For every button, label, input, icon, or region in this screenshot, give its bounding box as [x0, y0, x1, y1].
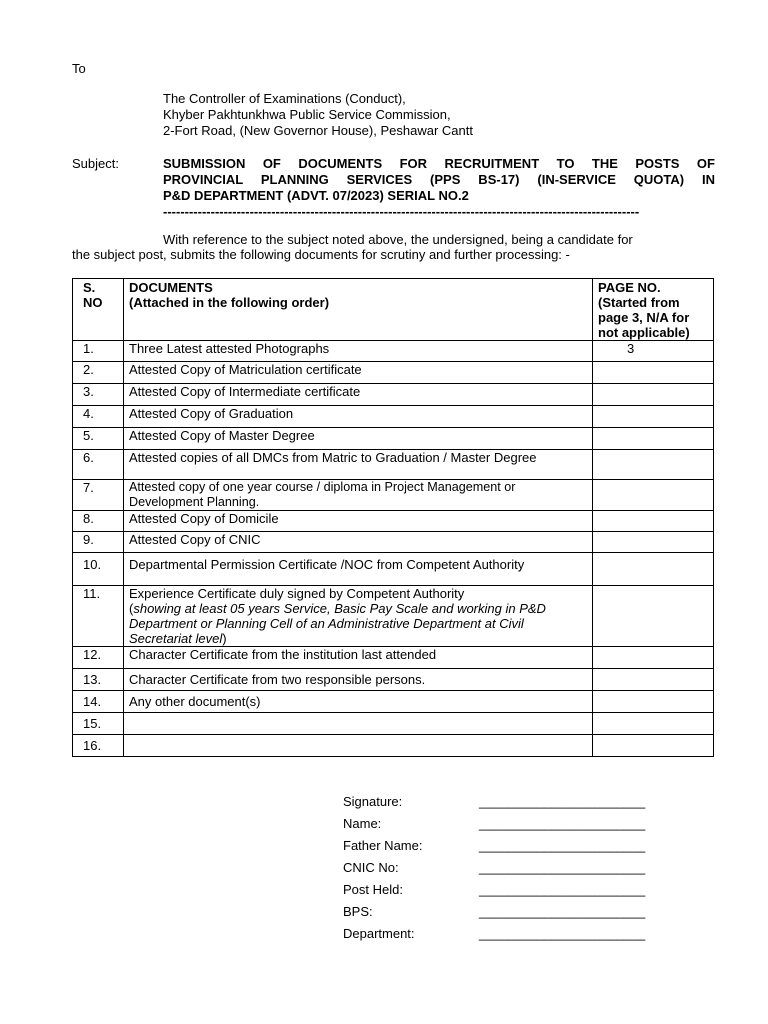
row-document: Attested Copy of Graduation [124, 406, 593, 428]
table-row [73, 735, 714, 757]
addressee-block [163, 91, 473, 139]
bps-row [343, 904, 673, 926]
row-document: Departmental Permission Certificate /NOC from Competent Authority [124, 553, 593, 586]
bps-label: BPS: [343, 904, 373, 919]
header-documents-title: DOCUMENTS [129, 280, 213, 295]
row-number: 12. [73, 647, 124, 669]
signature-blank[interactable]: _______________________ [479, 794, 646, 809]
post-held-label: Post Held: [343, 882, 403, 897]
row-document: Character Certificate from two responsible persons. [124, 669, 593, 691]
row-document [124, 713, 593, 735]
row-page [593, 406, 714, 428]
name-blank[interactable]: _______________________ [479, 816, 646, 831]
subject-block [163, 156, 715, 220]
father-name-row [343, 838, 673, 860]
table-row [73, 450, 714, 480]
row-number: 4. [73, 406, 124, 428]
row-page [593, 553, 714, 586]
row-number: 16. [73, 735, 124, 757]
row-number: 9. [73, 532, 124, 553]
row-page [593, 669, 714, 691]
row-document: Attested Copy of Intermediate certificate [124, 384, 593, 406]
note-close-paren: ) [222, 631, 227, 646]
row-page [593, 480, 714, 511]
department-row [343, 926, 673, 948]
post-held-row [343, 882, 673, 904]
subject-line: PROVINCIAL PLANNING SERVICES (PPS BS-17) (IN-SERVICE QUOTA) IN [163, 172, 715, 187]
header-sno: S. NO [73, 279, 124, 341]
row-number: 13. [73, 669, 124, 691]
signature-label: Signature: [343, 794, 403, 809]
table-row [73, 669, 714, 691]
table-row [73, 480, 714, 511]
department-label: Department: [343, 926, 415, 941]
row-page [593, 735, 714, 757]
addressee-line: 2-Fort Road, (New Governor House), Peshawar Cantt [163, 123, 473, 138]
row-page [593, 384, 714, 406]
table-row [73, 532, 714, 553]
table-row [73, 384, 714, 406]
subject-line: P&D DEPARTMENT (ADVT. 07/2023) SERIAL NO.2 [163, 188, 469, 203]
documents-table [72, 278, 714, 757]
to-label: To [72, 61, 86, 76]
bps-blank[interactable]: _______________________ [479, 904, 646, 919]
table-row [73, 691, 714, 713]
cnic-label: CNIC No: [343, 860, 399, 875]
row-document: Any other document(s) [124, 691, 593, 713]
cnic-row [343, 860, 673, 882]
row-page [593, 647, 714, 669]
table-row [73, 713, 714, 735]
signature-row [343, 794, 673, 816]
intro-line: With reference to the subject noted above, the undersigned, being a candidate for [163, 232, 633, 247]
subject-line: SUBMISSION OF DOCUMENTS FOR RECRUITMENT TO THE POSTS OF [163, 156, 715, 171]
table-row [73, 553, 714, 586]
table-row [73, 406, 714, 428]
row-document: Attested copies of all DMCs from Matric to Graduation / Master Degree [124, 450, 593, 480]
header-documents [124, 279, 593, 341]
row-number: 3. [73, 384, 124, 406]
row-document: Character Certificate from the institution last attended [124, 647, 593, 669]
header-page-title: PAGE NO. [598, 280, 661, 295]
row-document [124, 735, 593, 757]
post-held-blank[interactable]: _______________________ [479, 882, 646, 897]
row-number: 10. [73, 553, 124, 586]
row-page: 3 [593, 341, 714, 362]
header-page-sub: (Started from [598, 295, 680, 310]
note-italic: showing at least 05 years Service, Basic Pay Scale and working in P&D Department or Planning Cell of an Administrative Department at Civil Secretariat level [129, 601, 546, 646]
table-header-row [73, 279, 714, 341]
row-number: 2. [73, 362, 124, 384]
department-blank[interactable]: _______________________ [479, 926, 646, 941]
row-number: 15. [73, 713, 124, 735]
intro-line: the subject post, submits the following documents for scrutiny and further processing: - [72, 247, 570, 262]
table-row [73, 428, 714, 450]
row-page [593, 428, 714, 450]
father-name-label: Father Name: [343, 838, 423, 853]
row-document-main: Experience Certificate duly signed by Competent Authority [129, 586, 465, 601]
row-number: 1. [73, 341, 124, 362]
header-documents-sub: (Attached in the following order) [129, 295, 330, 310]
header-page-sub: not applicable) [598, 325, 690, 340]
father-name-blank[interactable]: _______________________ [479, 838, 646, 853]
row-document-note [129, 601, 587, 646]
row-document [124, 586, 593, 647]
row-page [593, 511, 714, 532]
header-page-sub: page 3, N/A for [598, 310, 690, 325]
row-page [593, 362, 714, 384]
cnic-blank[interactable]: _______________________ [479, 860, 646, 875]
row-page [593, 691, 714, 713]
row-page [593, 450, 714, 480]
table-row [73, 362, 714, 384]
table-row [73, 586, 714, 647]
table-row [73, 341, 714, 362]
row-number: 14. [73, 691, 124, 713]
table-row [73, 511, 714, 532]
row-page [593, 586, 714, 647]
addressee-line: Khyber Pakhtunkhwa Public Service Commission, [163, 107, 451, 122]
row-document: Attested Copy of Domicile [124, 511, 593, 532]
row-number: 11. [73, 586, 124, 647]
addressee-line: The Controller of Examinations (Conduct), [163, 91, 406, 106]
subject-underline: -------------------------------------------------------------------------------------------------------------- [163, 204, 640, 219]
subject-label: Subject: [72, 156, 119, 171]
row-number: 7. [73, 480, 124, 511]
row-page [593, 532, 714, 553]
row-number: 5. [73, 428, 124, 450]
row-document: Attested Copy of CNIC [124, 532, 593, 553]
row-page [593, 713, 714, 735]
header-page-no [593, 279, 714, 341]
name-row [343, 816, 673, 838]
row-document: Attested copy of one year course / diploma in Project Management or Development Planning. [124, 480, 593, 511]
table-row [73, 647, 714, 669]
row-document: Attested Copy of Matriculation certificate [124, 362, 593, 384]
row-document: Three Latest attested Photographs [124, 341, 593, 362]
row-number: 8. [73, 511, 124, 532]
note-open-paren: ( [129, 601, 134, 616]
name-label: Name: [343, 816, 382, 831]
row-document: Attested Copy of Master Degree [124, 428, 593, 450]
row-number: 6. [73, 450, 124, 480]
